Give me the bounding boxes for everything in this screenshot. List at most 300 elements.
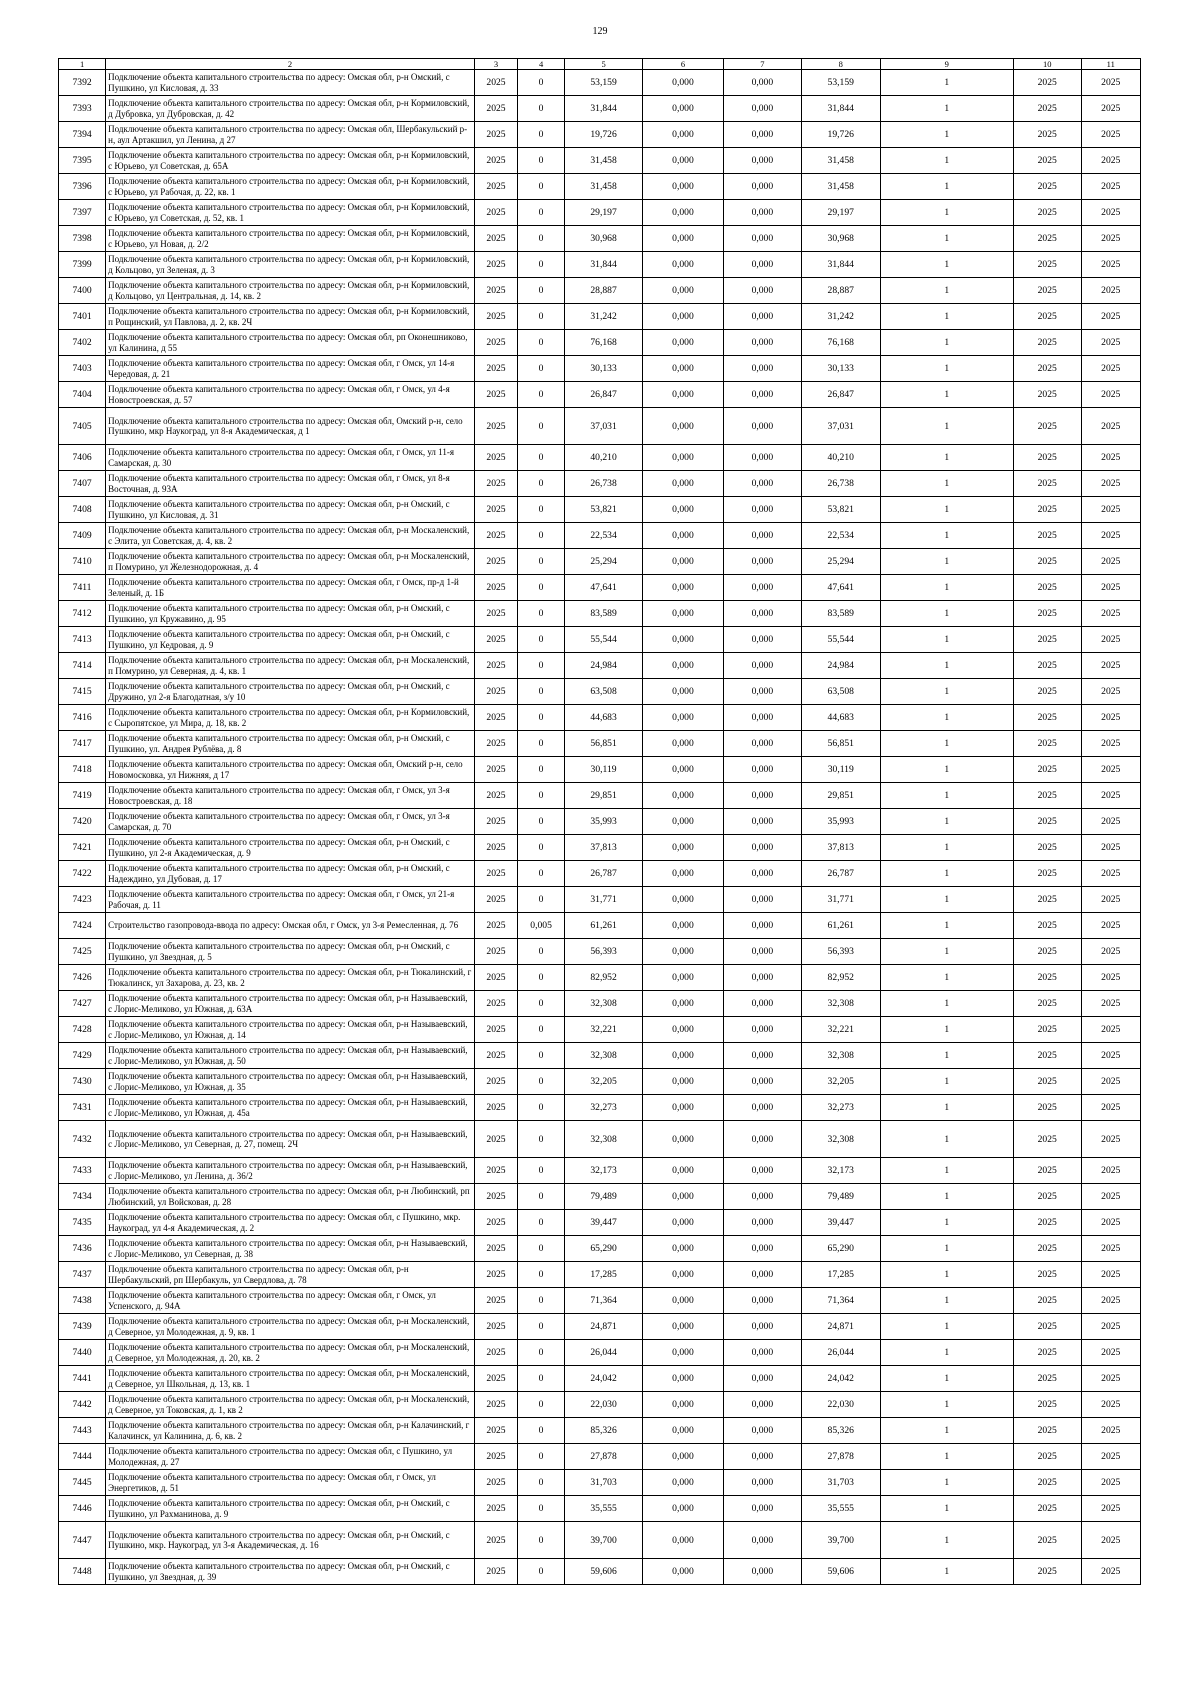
table-row [59, 1069, 1141, 1095]
col8-cell: 31,458 [801, 174, 880, 200]
col5-cell: 30,119 [565, 757, 643, 783]
table-row [59, 1121, 1141, 1158]
col7-cell: 0,000 [723, 1262, 801, 1288]
col10-cell: 2025 [1013, 278, 1081, 304]
col4-cell: 0 [518, 1262, 565, 1288]
col7-cell: 0,000 [723, 408, 801, 445]
col3-cell: 2025 [474, 174, 517, 200]
row-number-cell: 7425 [59, 939, 106, 965]
col6-cell: 0,000 [643, 991, 724, 1017]
col11-cell: 2025 [1081, 1262, 1141, 1288]
col11-cell: 2025 [1081, 1522, 1141, 1559]
col7-cell: 0,000 [723, 757, 801, 783]
col6-cell: 0,000 [643, 200, 724, 226]
col5-cell: 76,168 [565, 330, 643, 356]
col4-cell: 0 [518, 679, 565, 705]
col8-cell: 32,205 [801, 1069, 880, 1095]
col6-cell: 0,000 [643, 627, 724, 653]
col4-cell: 0 [518, 1043, 565, 1069]
col5-cell: 26,738 [565, 471, 643, 497]
col5-cell: 39,447 [565, 1210, 643, 1236]
col11-cell: 2025 [1081, 1236, 1141, 1262]
col8-cell: 31,771 [801, 887, 880, 913]
description-cell: Подключение объекта капитального строительства по адресу: Омская обл, г Омск, ул 3-я Новостроевская, д. 18 [106, 783, 475, 809]
col6-cell: 0,000 [643, 1095, 724, 1121]
col4-cell: 0 [518, 1496, 565, 1522]
col8-cell: 26,044 [801, 1340, 880, 1366]
col6-cell: 0,000 [643, 1158, 724, 1184]
col7-cell: 0,000 [723, 330, 801, 356]
col5-cell: 32,308 [565, 991, 643, 1017]
col7-cell: 0,000 [723, 1210, 801, 1236]
col7-cell: 0,000 [723, 861, 801, 887]
col3-cell: 2025 [474, 1444, 517, 1470]
col10-cell: 2025 [1013, 1288, 1081, 1314]
col10-cell: 2025 [1013, 1366, 1081, 1392]
description-cell: Подключение объекта капитального строительства по адресу: Омская обл, р-н Тюкалинский, г Тюкалинск, ул Захарова, д. 23, кв. 2 [106, 965, 475, 991]
col11-cell: 2025 [1081, 330, 1141, 356]
col8-cell: 65,290 [801, 1236, 880, 1262]
col7-cell: 0,000 [723, 1017, 801, 1043]
col8-cell: 83,589 [801, 601, 880, 627]
col8-cell: 32,221 [801, 1017, 880, 1043]
col6-cell: 0,000 [643, 757, 724, 783]
col9-cell: 1 [880, 549, 1013, 575]
col5-cell: 32,205 [565, 1069, 643, 1095]
col4-cell: 0 [518, 174, 565, 200]
col5-cell: 61,261 [565, 913, 643, 939]
table-row [59, 356, 1141, 382]
col6-cell: 0,000 [643, 1288, 724, 1314]
table-body [59, 70, 1141, 1585]
description-cell: Подключение объекта капитального строительства по адресу: Омская обл, р-н Шербакульский, рп Шербакуль, ул Свердлова, д. 78 [106, 1262, 475, 1288]
col11-cell: 2025 [1081, 1444, 1141, 1470]
col4-cell: 0 [518, 1210, 565, 1236]
col3-cell: 2025 [474, 757, 517, 783]
row-number-cell: 7407 [59, 471, 106, 497]
col5-cell: 37,031 [565, 408, 643, 445]
row-number-cell: 7412 [59, 601, 106, 627]
table-row [59, 809, 1141, 835]
col9-cell: 1 [880, 1017, 1013, 1043]
col8-cell: 28,887 [801, 278, 880, 304]
col8-cell: 56,393 [801, 939, 880, 965]
col4-cell: 0 [518, 757, 565, 783]
col11-cell: 2025 [1081, 1210, 1141, 1236]
col4-cell: 0 [518, 1444, 565, 1470]
col7-cell: 0,000 [723, 549, 801, 575]
col7-cell: 0,000 [723, 1559, 801, 1585]
col8-cell: 37,813 [801, 835, 880, 861]
col8-cell: 30,119 [801, 757, 880, 783]
description-cell: Подключение объекта капитального строительства по адресу: Омская обл, р-н Кормиловский, д Кольцово, ул Зеленая, д. 3 [106, 252, 475, 278]
col7-cell: 0,000 [723, 70, 801, 96]
description-cell: Подключение объекта капитального строительства по адресу: Омская обл, Омский р-н, село Новомосковка, ул Нижняя, д 17 [106, 757, 475, 783]
col7-cell: 0,000 [723, 1418, 801, 1444]
col11-cell: 2025 [1081, 1559, 1141, 1585]
col5-cell: 47,641 [565, 575, 643, 601]
col7-cell: 0,000 [723, 835, 801, 861]
col8-cell: 31,458 [801, 148, 880, 174]
col3-cell: 2025 [474, 1418, 517, 1444]
row-number-cell: 7413 [59, 627, 106, 653]
description-cell: Подключение объекта капитального строительства по адресу: Омская обл, р-н Кормиловский, д Дубровка, ул Дубровская, д. 42 [106, 96, 475, 122]
col7-cell: 0,000 [723, 122, 801, 148]
col4-cell: 0 [518, 1158, 565, 1184]
col4-cell: 0 [518, 252, 565, 278]
col8-cell: 32,308 [801, 1043, 880, 1069]
col6-cell: 0,000 [643, 1121, 724, 1158]
col7-cell: 0,000 [723, 731, 801, 757]
col9-cell: 1 [880, 1095, 1013, 1121]
col10-cell: 2025 [1013, 835, 1081, 861]
col4-cell: 0 [518, 1314, 565, 1340]
col8-cell: 56,851 [801, 731, 880, 757]
col9-cell: 1 [880, 174, 1013, 200]
col6-cell: 0,000 [643, 1043, 724, 1069]
col10-cell: 2025 [1013, 575, 1081, 601]
col11-cell: 2025 [1081, 575, 1141, 601]
col10-cell: 2025 [1013, 731, 1081, 757]
table-row [59, 627, 1141, 653]
col10-cell: 2025 [1013, 653, 1081, 679]
col7-cell: 0,000 [723, 1366, 801, 1392]
col3-cell: 2025 [474, 549, 517, 575]
col10-cell: 2025 [1013, 408, 1081, 445]
col3-cell: 2025 [474, 252, 517, 278]
col3-cell: 2025 [474, 1392, 517, 1418]
col3-cell: 2025 [474, 1017, 517, 1043]
col4-cell: 0,005 [518, 913, 565, 939]
col4-cell: 0 [518, 1121, 565, 1158]
row-number-cell: 7415 [59, 679, 106, 705]
table-row [59, 304, 1141, 330]
col9-cell: 1 [880, 861, 1013, 887]
table-row [59, 913, 1141, 939]
table-row [59, 757, 1141, 783]
col9-cell: 1 [880, 731, 1013, 757]
col6-cell: 0,000 [643, 653, 724, 679]
col4-cell: 0 [518, 356, 565, 382]
column-header: 1 [59, 59, 106, 70]
col6-cell: 0,000 [643, 408, 724, 445]
col9-cell: 1 [880, 252, 1013, 278]
row-number-cell: 7397 [59, 200, 106, 226]
col11-cell: 2025 [1081, 1158, 1141, 1184]
col3-cell: 2025 [474, 471, 517, 497]
col10-cell: 2025 [1013, 1496, 1081, 1522]
col8-cell: 32,308 [801, 1121, 880, 1158]
col7-cell: 0,000 [723, 1444, 801, 1470]
row-number-cell: 7419 [59, 783, 106, 809]
table-row [59, 601, 1141, 627]
col6-cell: 0,000 [643, 679, 724, 705]
col8-cell: 30,968 [801, 226, 880, 252]
table-row [59, 1043, 1141, 1069]
table-row [59, 226, 1141, 252]
col10-cell: 2025 [1013, 96, 1081, 122]
col4-cell: 0 [518, 96, 565, 122]
col11-cell: 2025 [1081, 471, 1141, 497]
col7-cell: 0,000 [723, 1496, 801, 1522]
col8-cell: 53,159 [801, 70, 880, 96]
col3-cell: 2025 [474, 913, 517, 939]
table-row [59, 1366, 1141, 1392]
col11-cell: 2025 [1081, 887, 1141, 913]
col6-cell: 0,000 [643, 1184, 724, 1210]
col8-cell: 24,871 [801, 1314, 880, 1340]
col11-cell: 2025 [1081, 731, 1141, 757]
col7-cell: 0,000 [723, 445, 801, 471]
col11-cell: 2025 [1081, 861, 1141, 887]
col8-cell: 35,993 [801, 809, 880, 835]
column-header: 11 [1081, 59, 1141, 70]
col4-cell: 0 [518, 939, 565, 965]
col5-cell: 31,771 [565, 887, 643, 913]
column-header: 5 [565, 59, 643, 70]
table-row [59, 965, 1141, 991]
table-row [59, 382, 1141, 408]
col9-cell: 1 [880, 1043, 1013, 1069]
col10-cell: 2025 [1013, 1444, 1081, 1470]
col3-cell: 2025 [474, 200, 517, 226]
row-number-cell: 7448 [59, 1559, 106, 1585]
col11-cell: 2025 [1081, 70, 1141, 96]
col5-cell: 28,887 [565, 278, 643, 304]
col9-cell: 1 [880, 356, 1013, 382]
col8-cell: 53,821 [801, 497, 880, 523]
col8-cell: 26,738 [801, 471, 880, 497]
col9-cell: 1 [880, 148, 1013, 174]
col6-cell: 0,000 [643, 1069, 724, 1095]
table-row [59, 174, 1141, 200]
col7-cell: 0,000 [723, 1392, 801, 1418]
col10-cell: 2025 [1013, 757, 1081, 783]
table-row [59, 549, 1141, 575]
col5-cell: 37,813 [565, 835, 643, 861]
col10-cell: 2025 [1013, 1314, 1081, 1340]
col4-cell: 0 [518, 705, 565, 731]
col11-cell: 2025 [1081, 122, 1141, 148]
column-header: 7 [723, 59, 801, 70]
column-header: 3 [474, 59, 517, 70]
col6-cell: 0,000 [643, 1210, 724, 1236]
col3-cell: 2025 [474, 705, 517, 731]
col3-cell: 2025 [474, 783, 517, 809]
col8-cell: 22,030 [801, 1392, 880, 1418]
col8-cell: 79,489 [801, 1184, 880, 1210]
col4-cell: 0 [518, 471, 565, 497]
row-number-cell: 7441 [59, 1366, 106, 1392]
col6-cell: 0,000 [643, 575, 724, 601]
col11-cell: 2025 [1081, 1121, 1141, 1158]
col3-cell: 2025 [474, 861, 517, 887]
description-cell: Подключение объекта капитального строительства по адресу: Омская обл, р-н Омский, с Пушкино, ул. Андрея Рублёва, д. 8 [106, 731, 475, 757]
col9-cell: 1 [880, 70, 1013, 96]
col11-cell: 2025 [1081, 148, 1141, 174]
description-cell: Подключение объекта капитального строительства по адресу: Омская обл, Омский р-н, село Пушкино, мкр Наукоград, ул 8-я Академическая, д 1 [106, 408, 475, 445]
col8-cell: 31,844 [801, 96, 880, 122]
table-row [59, 705, 1141, 731]
col11-cell: 2025 [1081, 1095, 1141, 1121]
row-number-cell: 7421 [59, 835, 106, 861]
col5-cell: 32,273 [565, 1095, 643, 1121]
col5-cell: 22,534 [565, 523, 643, 549]
col10-cell: 2025 [1013, 122, 1081, 148]
col6-cell: 0,000 [643, 549, 724, 575]
col6-cell: 0,000 [643, 382, 724, 408]
row-number-cell: 7403 [59, 356, 106, 382]
description-cell: Подключение объекта капитального строительства по адресу: Омская обл, р-н Омский, с Пушкино, ул Кружавино, д. 95 [106, 601, 475, 627]
description-cell: Подключение объекта капитального строительства по адресу: Омская обл, р-н Омский, с Пушкино, ул Звездная, д. 39 [106, 1559, 475, 1585]
col3-cell: 2025 [474, 1559, 517, 1585]
col8-cell: 30,133 [801, 356, 880, 382]
col3-cell: 2025 [474, 304, 517, 330]
col3-cell: 2025 [474, 575, 517, 601]
description-cell: Подключение объекта капитального строительства по адресу: Омская обл, р-н Омский, с Пушкино, ул Кисловая, д. 33 [106, 70, 475, 96]
col7-cell: 0,000 [723, 96, 801, 122]
col8-cell: 31,844 [801, 252, 880, 278]
col5-cell: 35,993 [565, 809, 643, 835]
col10-cell: 2025 [1013, 445, 1081, 471]
col9-cell: 1 [880, 809, 1013, 835]
col6-cell: 0,000 [643, 122, 724, 148]
col11-cell: 2025 [1081, 523, 1141, 549]
col8-cell: 71,364 [801, 1288, 880, 1314]
row-number-cell: 7392 [59, 70, 106, 96]
description-cell: Подключение объекта капитального строительства по адресу: Омская обл, р-н Москаленский, д Северное, ул Молодежная, д. 20, кв. 2 [106, 1340, 475, 1366]
col9-cell: 1 [880, 913, 1013, 939]
row-number-cell: 7426 [59, 965, 106, 991]
row-number-cell: 7431 [59, 1095, 106, 1121]
description-cell: Подключение объекта капитального строительства по адресу: Омская обл, р-н Калачинский, г Калачинск, ул Калинина, д. 6, кв. 2 [106, 1418, 475, 1444]
table-row [59, 122, 1141, 148]
table-row [59, 1288, 1141, 1314]
col11-cell: 2025 [1081, 1470, 1141, 1496]
col10-cell: 2025 [1013, 252, 1081, 278]
col4-cell: 0 [518, 1392, 565, 1418]
col3-cell: 2025 [474, 70, 517, 96]
col10-cell: 2025 [1013, 1418, 1081, 1444]
description-cell: Подключение объекта капитального строительства по адресу: Омская обл, р-н Москаленский, с Элита, ул Советская, д. 4, кв. 2 [106, 523, 475, 549]
col8-cell: 32,273 [801, 1095, 880, 1121]
table-row [59, 497, 1141, 523]
col9-cell: 1 [880, 679, 1013, 705]
col5-cell: 65,290 [565, 1236, 643, 1262]
col10-cell: 2025 [1013, 304, 1081, 330]
col5-cell: 32,173 [565, 1158, 643, 1184]
row-number-cell: 7420 [59, 809, 106, 835]
table-row [59, 1262, 1141, 1288]
col5-cell: 40,210 [565, 445, 643, 471]
col4-cell: 0 [518, 1017, 565, 1043]
col4-cell: 0 [518, 148, 565, 174]
col8-cell: 35,555 [801, 1496, 880, 1522]
col6-cell: 0,000 [643, 226, 724, 252]
col9-cell: 1 [880, 757, 1013, 783]
col7-cell: 0,000 [723, 1314, 801, 1340]
col6-cell: 0,000 [643, 1366, 724, 1392]
col9-cell: 1 [880, 1121, 1013, 1158]
col7-cell: 0,000 [723, 627, 801, 653]
col9-cell: 1 [880, 1314, 1013, 1340]
table-row [59, 330, 1141, 356]
col3-cell: 2025 [474, 1522, 517, 1559]
col6-cell: 0,000 [643, 278, 724, 304]
col5-cell: 29,197 [565, 200, 643, 226]
col9-cell: 1 [880, 783, 1013, 809]
col11-cell: 2025 [1081, 226, 1141, 252]
col3-cell: 2025 [474, 96, 517, 122]
table-row [59, 1559, 1141, 1585]
row-number-cell: 7438 [59, 1288, 106, 1314]
col5-cell: 32,308 [565, 1121, 643, 1158]
col6-cell: 0,000 [643, 523, 724, 549]
col10-cell: 2025 [1013, 809, 1081, 835]
col7-cell: 0,000 [723, 523, 801, 549]
col9-cell: 1 [880, 226, 1013, 252]
row-number-cell: 7404 [59, 382, 106, 408]
col4-cell: 0 [518, 122, 565, 148]
table-row [59, 991, 1141, 1017]
col6-cell: 0,000 [643, 1418, 724, 1444]
col8-cell: 31,703 [801, 1470, 880, 1496]
col9-cell: 1 [880, 1418, 1013, 1444]
description-cell: Подключение объекта капитального строительства по адресу: Омская обл, Шербакульский р-н, аул Артакшил, ул Ленина, д 27 [106, 122, 475, 148]
description-cell: Подключение объекта капитального строительства по адресу: Омская обл, р-н Москаленский, д Северное, ул Токовская, д. 1, кв 2 [106, 1392, 475, 1418]
col10-cell: 2025 [1013, 1043, 1081, 1069]
col8-cell: 24,984 [801, 653, 880, 679]
table-row [59, 278, 1141, 304]
col9-cell: 1 [880, 122, 1013, 148]
row-number-cell: 7443 [59, 1418, 106, 1444]
col5-cell: 32,308 [565, 1043, 643, 1069]
col7-cell: 0,000 [723, 471, 801, 497]
col6-cell: 0,000 [643, 252, 724, 278]
table-row [59, 783, 1141, 809]
col7-cell: 0,000 [723, 601, 801, 627]
data-table [58, 58, 1141, 1585]
col9-cell: 1 [880, 887, 1013, 913]
row-number-cell: 7429 [59, 1043, 106, 1069]
col5-cell: 26,847 [565, 382, 643, 408]
col8-cell: 44,683 [801, 705, 880, 731]
col4-cell: 0 [518, 226, 565, 252]
col10-cell: 2025 [1013, 356, 1081, 382]
column-header: 2 [106, 59, 475, 70]
col7-cell: 0,000 [723, 200, 801, 226]
table-row [59, 575, 1141, 601]
row-number-cell: 7444 [59, 1444, 106, 1470]
column-header: 4 [518, 59, 565, 70]
col9-cell: 1 [880, 1366, 1013, 1392]
col7-cell: 0,000 [723, 1470, 801, 1496]
col8-cell: 24,042 [801, 1366, 880, 1392]
col5-cell: 85,326 [565, 1418, 643, 1444]
col9-cell: 1 [880, 1184, 1013, 1210]
row-number-cell: 7434 [59, 1184, 106, 1210]
description-cell: Подключение объекта капитального строительства по адресу: Омская обл, р-н Кормиловский, с Сыропятское, ул Мира, д. 18, кв. 2 [106, 705, 475, 731]
col4-cell: 0 [518, 575, 565, 601]
col9-cell: 1 [880, 445, 1013, 471]
table-row [59, 1095, 1141, 1121]
col11-cell: 2025 [1081, 1366, 1141, 1392]
column-header: 8 [801, 59, 880, 70]
col3-cell: 2025 [474, 523, 517, 549]
col5-cell: 30,133 [565, 356, 643, 382]
col3-cell: 2025 [474, 382, 517, 408]
description-cell: Подключение объекта капитального строительства по адресу: Омская обл, р-н Называевский, с Лорис-Меликово, ул Южная, д. 14 [106, 1017, 475, 1043]
